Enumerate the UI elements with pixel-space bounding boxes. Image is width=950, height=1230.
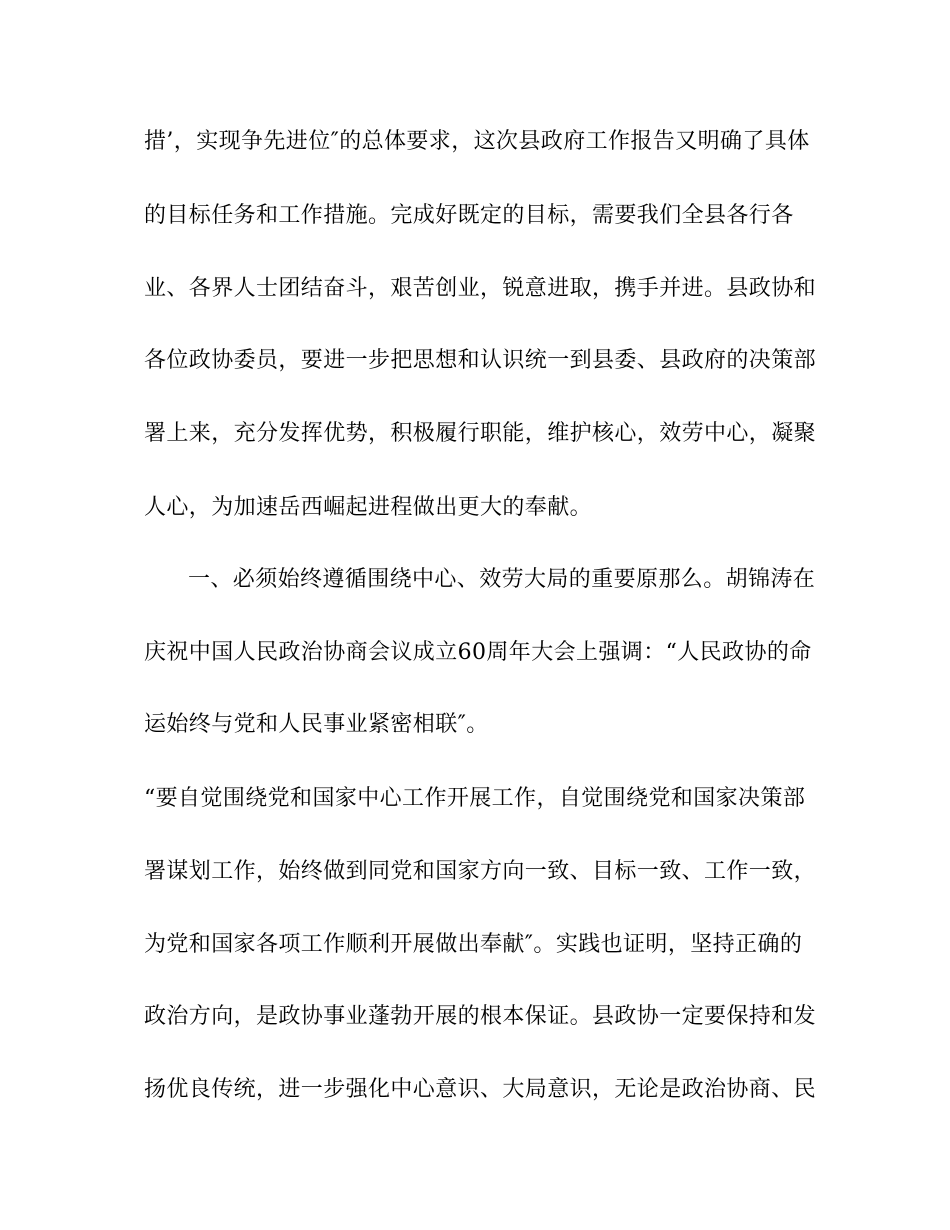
text-line: 署谋划工作，始终做到同党和国家方向一致、目标一致、工作一致， bbox=[144, 859, 817, 884]
text-line: 业、各界人士团结奋斗，艰苦创业，锐意进取，携手并进。县政协和 bbox=[144, 276, 817, 301]
text-line: 署上来，充分发挥优势，积极履行职能，维护核心，效劳中心，凝聚 bbox=[144, 421, 817, 446]
text-line: 庆祝中国人民政治协商会议成立60周年大会上强调：“人民政协的命 bbox=[144, 640, 812, 665]
text-line: “要自觉围绕党和国家中心工作开展工作，自觉围绕党和国家决策部 bbox=[144, 786, 806, 811]
text-line: 运始终与党和人民事业紧密相联″。 bbox=[144, 712, 489, 737]
text-line: 人心，为加速岳西崛起进程做出更大的奉献。 bbox=[144, 495, 593, 520]
text-line: 的目标任务和工作措施。完成好既定的目标，需要我们全县各行各 bbox=[144, 203, 794, 228]
text-line: 政治方向，是政协事业蓬勃开展的根本保证。县政协一定要保持和发 bbox=[144, 1004, 817, 1029]
text-line: 措’，实现争先进位″的总体要求，这次县政府工作报告又明确了具体 bbox=[144, 129, 810, 154]
text-line: 扬优良传统，进一步强化中心意识、大局意识，无论是政治协商、民 bbox=[144, 1077, 817, 1102]
section-heading-line: 一、必须始终遵循围绕中心、效劳大局的重要原那么。胡锦涛在 bbox=[188, 567, 816, 592]
text-line: 为党和国家各项工作顺利开展做出奉献″。实践也证明，坚持正确的 bbox=[144, 932, 803, 957]
text-line: 各位政协委员，要进一步把思想和认识统一到县委、县政府的决策部 bbox=[144, 348, 817, 373]
